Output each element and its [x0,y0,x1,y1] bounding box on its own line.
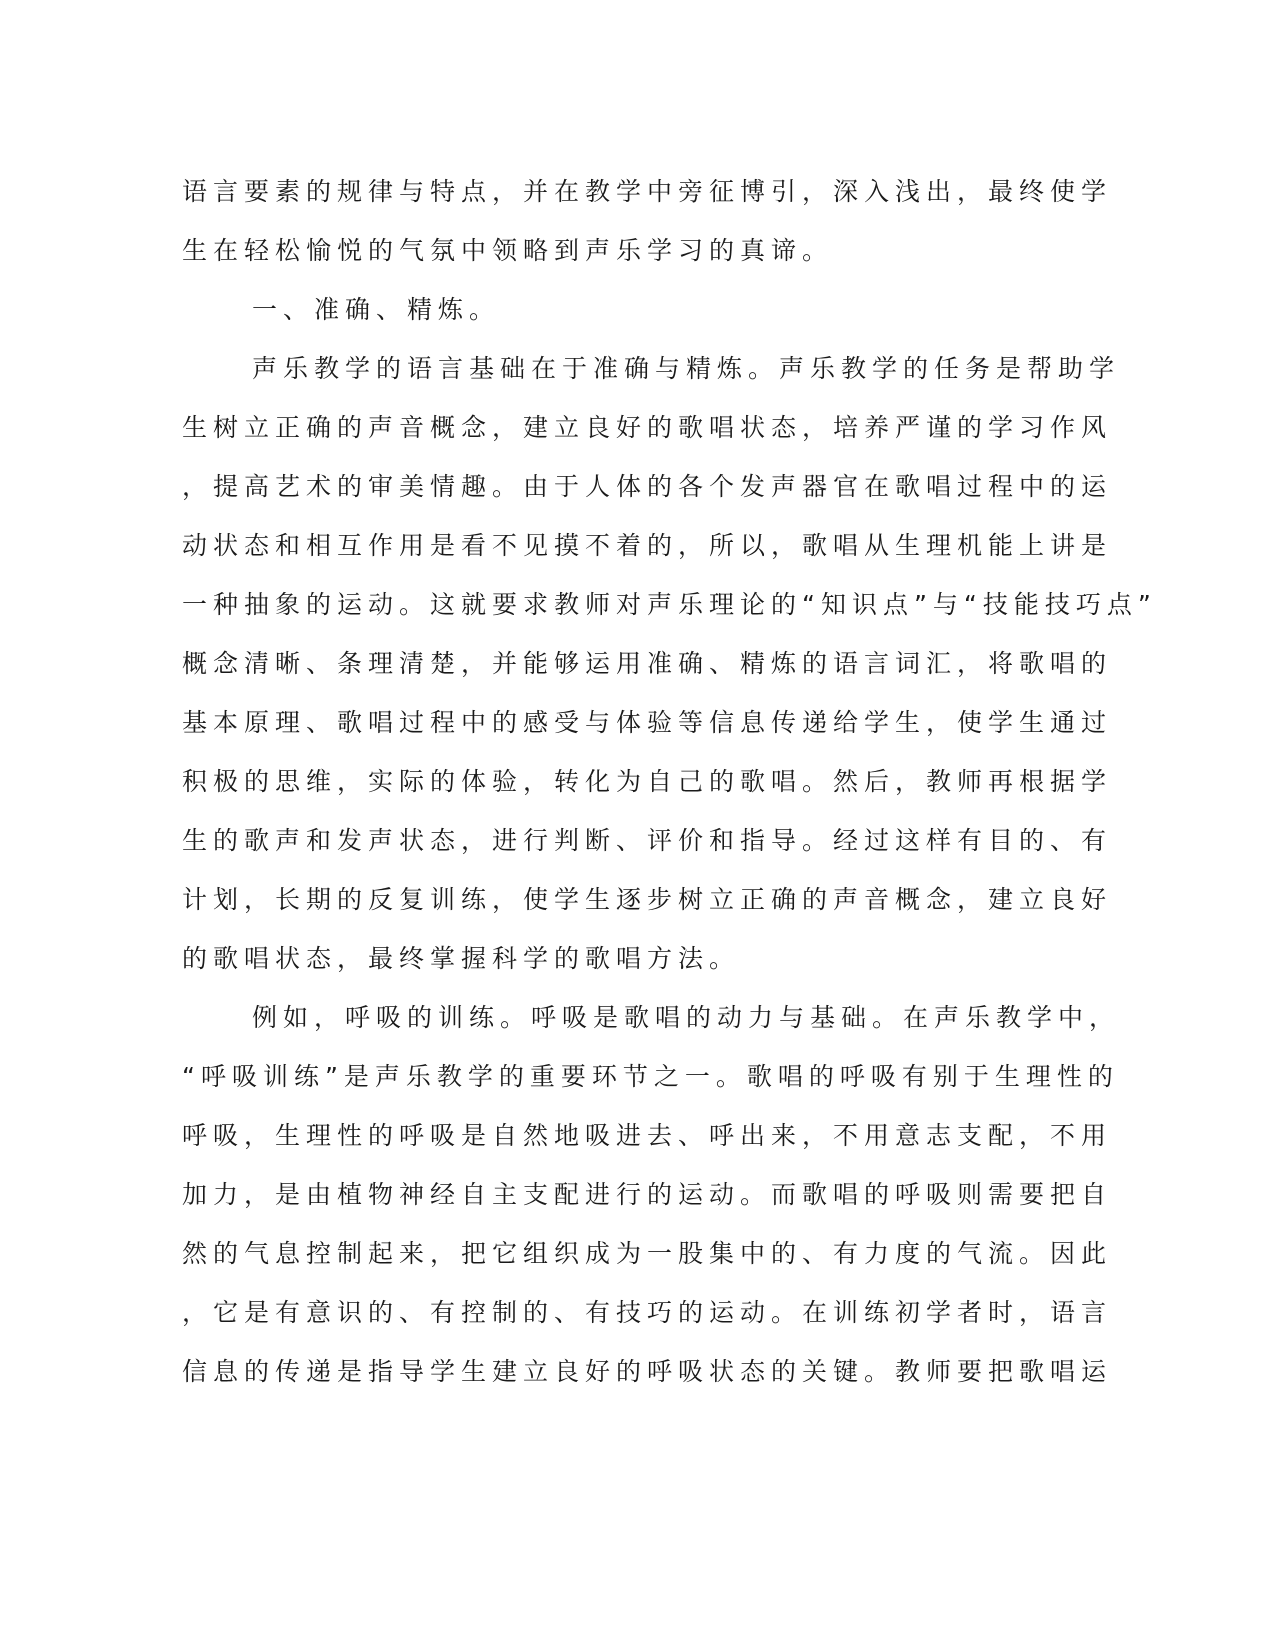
text-line: 积极的思维，实际的体验，转化为自己的歌唱。然后，教师再根据学 [182,767,1113,796]
text-line: 呼吸，生理性的呼吸是自然地吸进去、呼出来，不用意志支配，不用 [182,1121,1113,1150]
text-line: ，提高艺术的审美情趣。由于人体的各个发声器官在歌唱过程中的运 [182,472,1113,501]
text-line: 概念清晰、条理清楚，并能够运用准确、精炼的语言词汇，将歌唱的 [182,649,1113,678]
text-line: 一种抽象的运动。这就要求教师对声乐理论的“知识点”与“技能技巧点” [182,590,1157,619]
text-line: 然的气息控制起来，把它组织成为一股集中的、有力度的气流。因此 [182,1239,1113,1268]
text-line: 加力，是由植物神经自主支配进行的运动。而歌唱的呼吸则需要把自 [182,1180,1113,1209]
text-line: 动状态和相互作用是看不见摸不着的，所以，歌唱从生理机能上讲是 [182,531,1113,560]
text-line: 声乐教学的语言基础在于准确与精炼。声乐教学的任务是帮助学 [252,354,1121,383]
text-line: 计划，长期的反复训练，使学生逐步树立正确的声音概念，建立良好 [182,885,1113,914]
text-line: “呼吸训练”是声乐教学的重要环节之一。歌唱的呼吸有别于生理性的 [182,1062,1119,1091]
text-line: 基本原理、歌唱过程中的感受与体验等信息传递给学生，使学生通过 [182,708,1113,737]
text-line: 生树立正确的声音概念，建立良好的歌唱状态，培养严谨的学习作风 [182,413,1113,442]
text-line: 生的歌声和发声状态，进行判断、评价和指导。经过这样有目的、有 [182,826,1113,855]
text-line: 例如，呼吸的训练。呼吸是歌唱的动力与基础。在声乐教学中， [252,1003,1121,1032]
document-body [182,162,1157,1401]
text-line: 生在轻松愉悦的气氛中领略到声乐学习的真谛。 [182,236,834,265]
section-heading: 一、准确、精炼。 [252,295,501,324]
text-line: 信息的传递是指导学生建立良好的呼吸状态的关键。教师要把歌唱运 [182,1357,1113,1386]
text-line: 语言要素的规律与特点，并在教学中旁征博引，深入浅出，最终使学 [182,177,1113,206]
text-line: 的歌唱状态，最终掌握科学的歌唱方法。 [182,944,741,973]
text-line: ，它是有意识的、有控制的、有技巧的运动。在训练初学者时，语言 [182,1298,1113,1327]
